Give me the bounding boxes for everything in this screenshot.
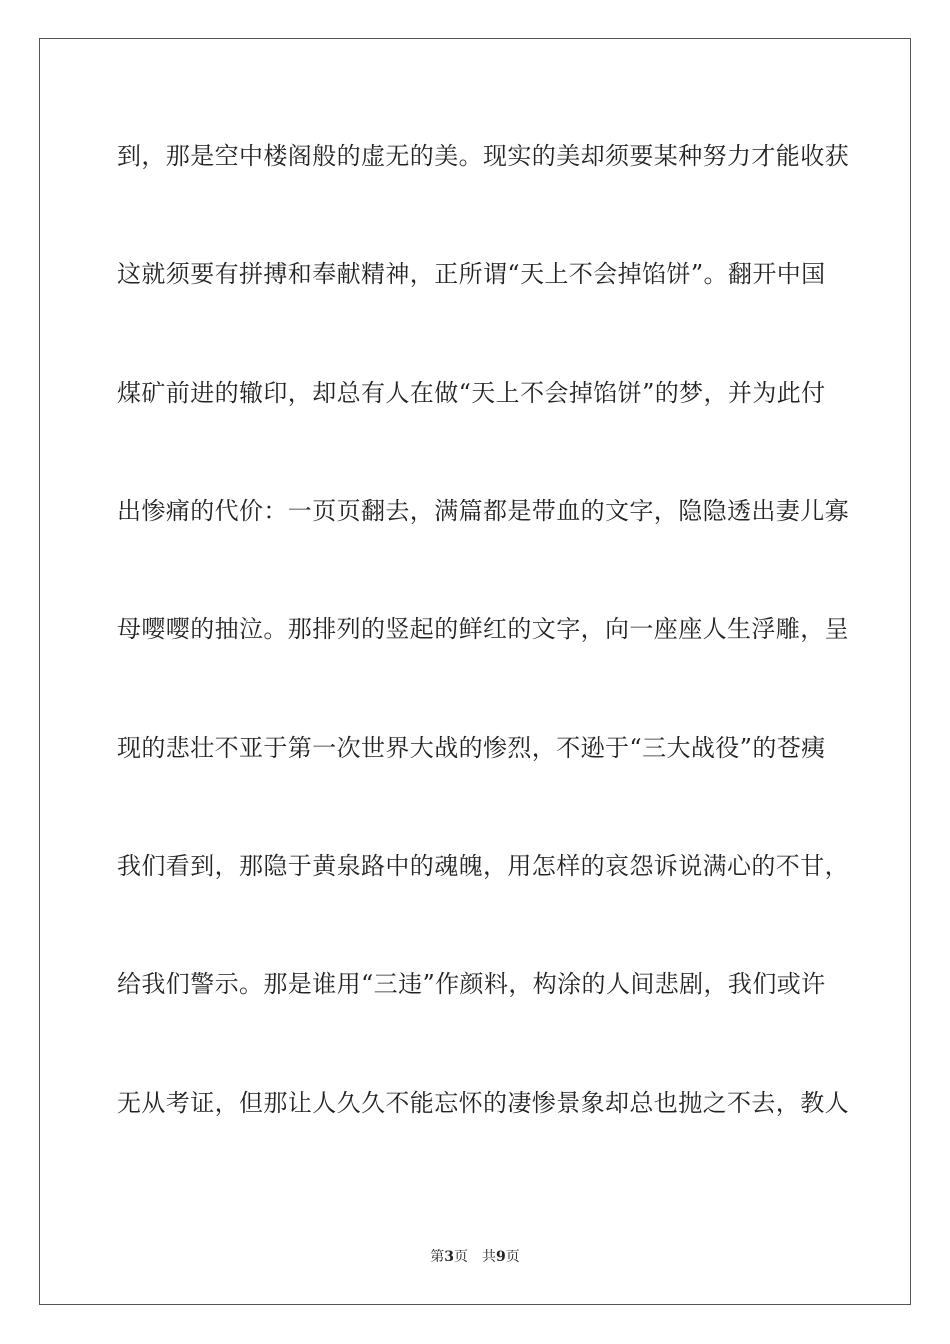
body-text-line-4: 出惨痛的代价：一页页翻去，满篇都是带血的文字，隐隐透出妻儿寡 [117,497,849,525]
body-text-line-7: 我们看到，那隐于黄泉路中的魂魄，用怎样的哀怨诉说满心的不甘， [117,852,849,880]
body-text-line-5: 母嘤嘤的抽泣。那排列的竖起的鲜红的文字，向一座座人生浮雕，呈 [117,615,849,643]
body-text-line-3: 煤矿前进的辙印，却总有人在做“天上不会掉馅饼”的梦，并为此付 [117,379,826,407]
page-prefix: 第 [430,1249,445,1265]
body-text-line-2: 这就须要有拼搏和奉献精神，正所谓“天上不会掉馅饼”。翻开中国 [117,260,826,288]
body-text-line-8: 给我们警示。那是谁用“三违”作颜料，构涂的人间悲剧，我们或许 [117,970,826,998]
body-text-line-1: 到，那是空中楼阁般的虚无的美。现实的美却须要某种努力才能收获 [117,142,849,170]
total-suffix: 页 [505,1249,520,1265]
page-footer [0,1247,950,1267]
total-prefix: 共 [482,1249,496,1265]
total-page-count: 9 [496,1249,506,1265]
body-text-line-9: 无从考证，但那让人久久不能忘怀的凄惨景象却总也抛之不去，教人 [117,1089,849,1117]
page-suffix: 页 [454,1249,468,1265]
current-page-number: 3 [444,1249,454,1265]
body-text-line-6: 现的悲壮不亚于第一次世界大战的惨烈，不逊于“三大战役”的苍痍 [117,734,826,762]
